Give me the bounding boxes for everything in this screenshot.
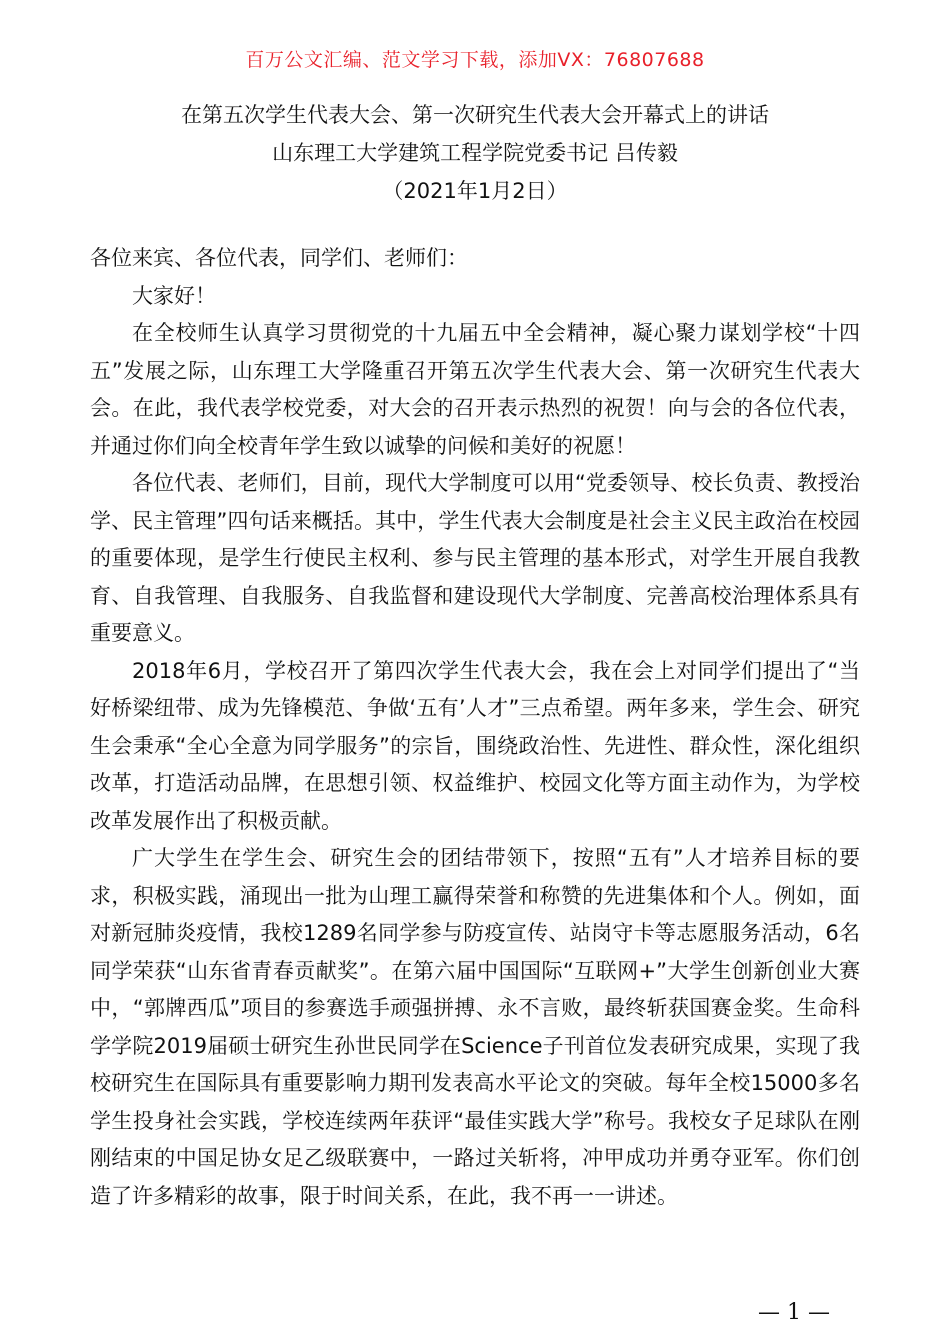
paragraph: 各位代表、老师们，目前，现代大学制度可以用“党委领导、校长负责、教授治学、民主管理”四句话来概括。其中，学生代表大会制度是社会主义民主政治在校园的重要体现，是学生行使民主权利、参与民主管理的基本形式，对学生开展自我教育、自我管理、自我服务、自我监督和建设现代大学制度、完善高校治理体系具有重要意义。: [90, 471, 860, 645]
greeting: 大家好！: [132, 283, 216, 308]
page-number: — 1 —: [758, 1300, 830, 1325]
speaker-line: 山东理工大学建筑工程学院党委书记 吕传毅: [272, 141, 678, 165]
paragraph: 广大学生在学生会、研究生会的团结带领下，按照“五有”人才培养目标的要求，积极实践，涌现出一批为山理工赢得荣誉和称赞的先进集体和个人。例如，面对新冠肺炎疫情，我校1289名同学参与防疫宣传、站岗守卡等志愿服务活动，6名同学荣获“山东省青春贡献奖”。在第六届中国国际“互联网+”大学生创新创业大赛中，“郭牌西瓜”项目的参赛选手顽强拼搏、永不言败，最终斩获国赛金奖。生命科学学院2019届硕士研究生孙世民同学在Science子刊首位发表研究成果，实现了我校研究生在国际具有重要影响力期刊发表高水平论文的突破。每年全校15000多名学生投身社会实践，学校连续两年获评“最佳实践大学”称号。我校女子足球队在刚刚结束的中国足协女足乙级联赛中，一路过关斩将，冲甲成功并勇夺亚军。你们创造了许多精彩的故事，限于时间关系，在此，我不再一一讲述。: [90, 846, 860, 1208]
salutation: 各位来宾、各位代表，同学们、老师们：: [90, 246, 468, 270]
title-block: [0, 96, 950, 210]
speech-title: 在第五次学生代表大会、第一次研究生代表大会开幕式上的讲话: [181, 103, 769, 127]
speech-date: （2021年1月2日）: [382, 179, 568, 203]
watermark-banner: 百万公文汇编、范文学习下载，添加VX：76807688: [245, 49, 705, 71]
speech-body: [90, 240, 860, 1215]
paragraph: 2018年6月，学校召开了第四次学生代表大会，我在会上对同学们提出了“当好桥梁纽带、成为先锋模范、争做‘五有’人才”三点希望。两年多来，学生会、研究生会秉承“全心全意为同学服务”的宗旨，围绕政治性、先进性、群众性，深化组织改革，打造活动品牌，在思想引领、权益维护、校园文化等方面主动作为，为学校改革发展作出了积极贡献。: [90, 658, 860, 833]
paragraph: 在全校师生认真学习贯彻党的十九届五中全会精神，凝心聚力谋划学校“十四五”发展之际，山东理工大学隆重召开第五次学生代表大会、第一次研究生代表大会。在此，我代表学校党委，对大会的召开表示热烈的祝贺！向与会的各位代表，并通过你们向全校青年学生致以诚挚的问候和美好的祝愿！: [90, 321, 860, 458]
